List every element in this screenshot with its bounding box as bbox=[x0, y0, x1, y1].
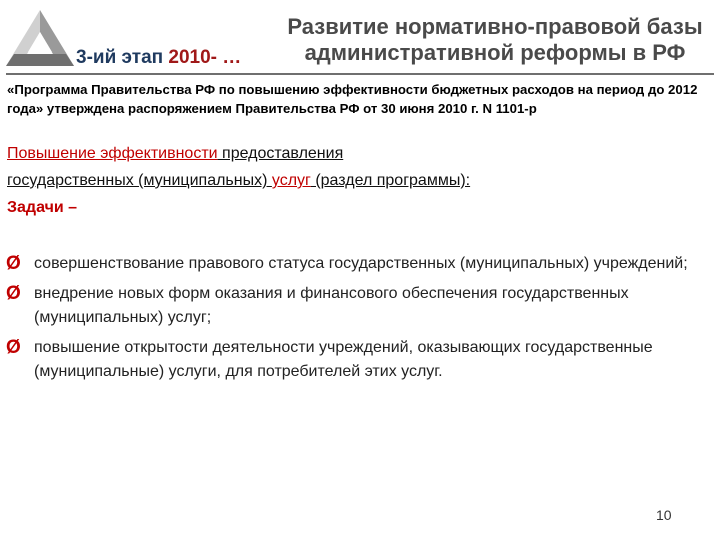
arrow-bullet-icon: Ø bbox=[6, 253, 21, 274]
header-divider bbox=[6, 73, 714, 75]
program-description: «Программа Правительства РФ по повышению эффективности бюджетных расходов на период до 2012 года» утверждена распоряжением Правительства РФ от 30 июня 2010 г. N 1101-р bbox=[7, 82, 698, 116]
stage-prefix: 3-ий этап bbox=[76, 47, 164, 68]
task-text: совершенствование правового статуса государственных (муниципальных) учреждений; bbox=[34, 255, 688, 272]
section-heading bbox=[7, 140, 607, 194]
task-text: повышение открытости деятельности учреждений, оказывающих государственные (муниципальные) услуги, для потребителей этих услуг. bbox=[34, 339, 653, 380]
list-item bbox=[6, 282, 706, 330]
stage-label bbox=[76, 47, 241, 69]
arrow-bullet-icon: Ø bbox=[6, 337, 21, 358]
heading-part-5: (раздел программы): bbox=[310, 172, 471, 189]
tasks-label: Задачи – bbox=[7, 199, 78, 216]
heading-part-4: услуг bbox=[271, 172, 311, 189]
slide-title bbox=[280, 14, 710, 66]
list-item bbox=[6, 336, 706, 384]
title-line-2: административной реформы в РФ bbox=[304, 40, 686, 65]
stage-year: 2010- … bbox=[168, 47, 242, 68]
arrow-bullet-icon: Ø bbox=[6, 283, 21, 304]
task-text: внедрение новых форм оказания и финансового обеспечения государственных (муниципальных) услуг; bbox=[34, 285, 629, 326]
heading-part-1: Повышение эффективности bbox=[7, 145, 218, 162]
tasks-list bbox=[6, 252, 706, 390]
impossible-triangle-icon bbox=[4, 8, 76, 68]
list-item bbox=[6, 252, 706, 276]
page-number: 10 bbox=[656, 507, 672, 523]
title-line-1: Развитие нормативно-правовой базы bbox=[287, 14, 703, 39]
heading-part-3: государственных (муниципальных) bbox=[7, 172, 272, 189]
heading-part-2: предоставления bbox=[217, 145, 344, 162]
